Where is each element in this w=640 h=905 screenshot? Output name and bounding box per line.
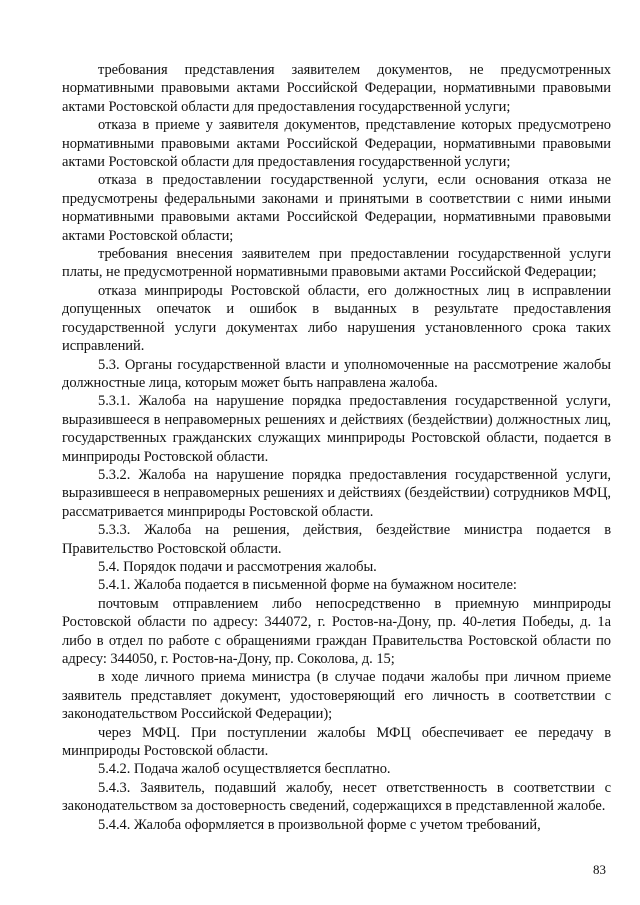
paragraph-refusal-acceptance: отказа в приеме у заявителя документов, представление которых предусмотрено нормативными правовыми актами Российской Федерации, нормативными правовыми актами Ростовской области для предоставления государственной услуги; xyxy=(62,117,611,171)
paragraph-refusal-service: отказа в предоставлении государственной услуги, если основания отказа не предусмотрены федеральными законами и принятыми в соответствии с ними иными нормативными правовыми актами Российской Федерации, нормативными правовыми актами Ростовской области; xyxy=(62,172,611,244)
paragraph-personal-reception: в ходе личного приема министра (в случае подачи жалобы при личном приеме заявитель представляет документ, удостоверяющий его личность в соответствии с законодательством Российской Федерации); xyxy=(62,669,611,723)
paragraph-5-4: 5.4. Порядок подачи и рассмотрения жалобы. xyxy=(98,558,377,575)
paragraph-requirement-documents: требования представления заявителем документов, не предусмотренных нормативными правовыми актами Российской Федерации, нормативными правовыми актами Ростовской области для предоставления государственной услуги; xyxy=(62,62,611,115)
paragraph-5-3-3: 5.3.3. Жалоба на решения, действия, бездействие министра подается в Правительство Ростовской области. xyxy=(62,522,611,557)
paragraph-5-4-1: 5.4.1. Жалоба подается в письменной форме на бумажном носителе: xyxy=(98,577,517,594)
paragraph-5-3: 5.3. Органы государственной власти и уполномоченные на рассмотрение жалобы должностные лица, которым может быть направлена жалоба. xyxy=(62,356,611,391)
paragraph-5-4-4: 5.4.4. Жалоба оформляется в произвольной форме с учетом требований, xyxy=(98,816,541,833)
paragraph-mfc-submission: через МФЦ. При поступлении жалобы МФЦ обеспечивает ее передачу в минприроды Ростовской области. xyxy=(62,724,611,760)
page-number: 83 xyxy=(593,862,606,877)
paragraph-5-3-1: 5.3.1. Жалоба на нарушение порядка предоставления государственной услуги, выразившееся в неправомерных решениях и действиях (бездействии) должностных лиц, государственных гражданских служащих минприроды Ростовской области, подается в минприроды Ростовской области. xyxy=(62,393,611,465)
paragraph-5-3-2: 5.3.2. Жалоба на нарушение порядка предоставления государственной услуги, выразившееся в неправомерных решениях и действиях (бездействии) сотрудников МФЦ, рассматривается минприроды Ростовской области. xyxy=(62,466,611,520)
paragraph-refusal-corrections: отказа минприроды Ростовской области, его должностных лиц в исправлении допущенных опечаток и ошибок в выданных в результате предоставления государственной услуги документах либо нарушения установленного срока таких исправлений. xyxy=(62,282,611,355)
paragraph-5-4-2: 5.4.2. Подача жалоб осуществляется бесплатно. xyxy=(98,761,391,778)
paragraph-requirement-payment: требования внесения заявителем при предоставлении государственной услуги платы, не предусмотренной нормативными правовыми актами Российской Федерации; xyxy=(62,246,611,281)
paragraph-5-4-3: 5.4.3. Заявитель, подавший жалобу, несет ответственность в соответствии с законодательством за достоверность сведений, содержащихся в представленной жалобе. xyxy=(62,779,611,815)
document-body xyxy=(62,61,611,834)
paragraph-postal-submission: почтовым отправлением либо непосредственно в приемную минприроды Ростовской области по адресу: 344072, г. Ростов-на-Дону, пр. 40-летия Победы, д. 1а либо в отдел по работе с обращениями граждан Правительства Ростовской области по адресу: 344050, г. Ростов-на-Дону, пр. Соколова, д. 15; xyxy=(62,595,611,667)
